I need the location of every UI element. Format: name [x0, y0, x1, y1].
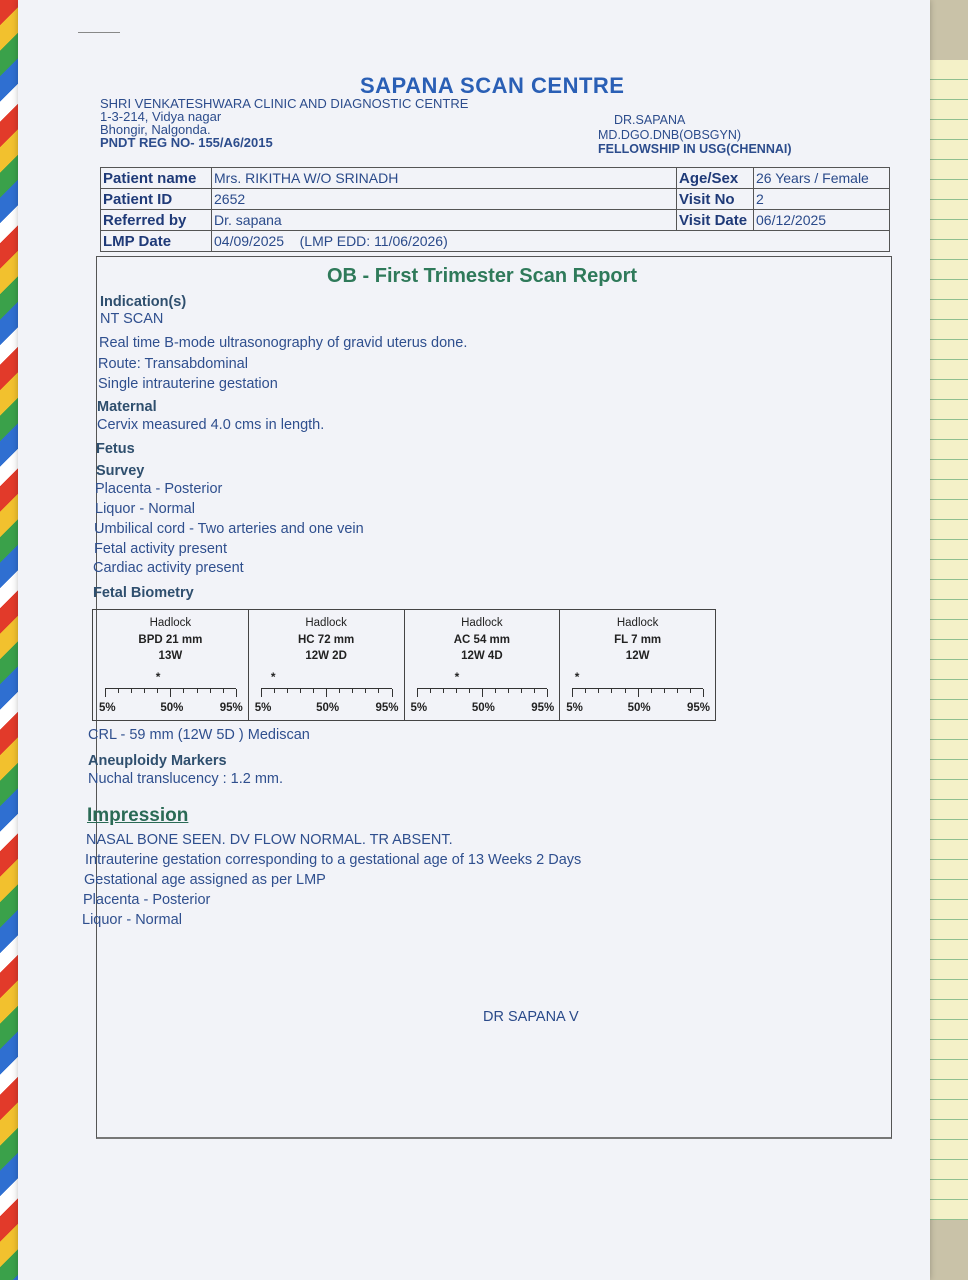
biometry-measure: HC 72 mm	[298, 633, 355, 646]
doctor-name: DR.SAPANA	[614, 113, 686, 127]
scale-tick	[547, 689, 548, 697]
signature: DR SAPANA V	[483, 1009, 579, 1025]
scale-tick	[326, 689, 327, 697]
clinic-address	[100, 97, 468, 149]
biometry-age: 12W	[625, 650, 650, 662]
impression-line: Gestational age assigned as per LMP	[84, 872, 326, 888]
scale-tick	[274, 689, 275, 693]
scale-tick	[638, 689, 639, 697]
scale-tick	[521, 689, 522, 693]
patient-info-table	[100, 167, 890, 252]
table-row	[101, 189, 890, 210]
percentile-scale	[417, 688, 548, 699]
percentile-marker: *	[270, 670, 276, 684]
biometry-method: Hadlock	[149, 617, 192, 629]
scale-tick	[664, 689, 665, 693]
centre-title: SAPANA SCAN CENTRE	[360, 73, 625, 98]
impression-heading: Impression	[87, 805, 189, 826]
clinic-city: Bhongir, Nalgonda.	[100, 122, 211, 137]
report-line: Cervix measured 4.0 cms in length.	[97, 417, 325, 433]
visit-date-label: Visit Date	[677, 210, 754, 231]
paper-mark	[78, 32, 120, 33]
visit-no: 2	[754, 189, 890, 210]
scale-tick	[443, 689, 444, 693]
age-sex-label: Age/Sex	[677, 168, 754, 189]
scale-tick	[197, 689, 198, 693]
report-line: Liquor - Normal	[95, 501, 195, 517]
report-line: NT SCAN	[100, 311, 164, 327]
scale-tick	[456, 689, 457, 693]
pndt-reg: PNDT REG NO- 155/A6/2015	[100, 135, 273, 150]
percentile-label: 50%	[471, 702, 495, 714]
scale-tick	[417, 689, 418, 697]
report-line: Cardiac activity present	[93, 560, 244, 576]
clinic-street: 1-3-214, Vidya nagar	[100, 109, 222, 124]
percentile-marker: *	[454, 670, 460, 684]
biometry-measure: BPD 21 mm	[138, 633, 203, 646]
percentile-label: 95%	[375, 702, 399, 714]
report-line: Real time B-mode ultrasonography of gravid uterus done.	[99, 335, 468, 351]
report-line: Indication(s)	[100, 294, 187, 310]
patient-id-label: Patient ID	[101, 189, 212, 210]
biometry-table	[92, 609, 716, 721]
percentile-label: 95%	[687, 702, 711, 714]
percentile-label: 50%	[627, 702, 651, 714]
table-row	[101, 168, 890, 189]
percentile-label: 95%	[219, 702, 243, 714]
percentile-marker: *	[574, 670, 580, 684]
report-line: Fetus	[96, 441, 135, 457]
table-row	[101, 231, 890, 252]
scale-tick	[144, 689, 145, 693]
biometry-method: Hadlock	[305, 617, 347, 629]
report-line: Placenta - Posterior	[95, 481, 223, 497]
scale-tick	[287, 689, 288, 693]
scale-tick	[482, 689, 483, 697]
scale-tick	[392, 689, 393, 697]
scale-tick	[378, 689, 379, 693]
report-title: OB - First Trimester Scan Report	[327, 265, 638, 287]
scale-tick	[611, 689, 612, 693]
report-line: Survey	[96, 463, 145, 479]
biometry-age: 12W 4D	[461, 650, 503, 662]
scale-tick	[690, 689, 691, 693]
scale-tick	[585, 689, 586, 693]
age-sex: 26 Years / Female	[754, 168, 890, 189]
referred-by-label: Referred by	[101, 210, 212, 231]
report-line: Maternal	[97, 399, 157, 415]
scale-tick	[105, 689, 106, 697]
scale-tick	[157, 689, 158, 693]
scale-tick	[495, 689, 496, 693]
scale-tick	[313, 689, 314, 693]
percentile-scale	[105, 688, 236, 699]
scale-tick	[131, 689, 132, 693]
biometry-method: Hadlock	[616, 617, 659, 629]
scale-tick	[625, 689, 626, 693]
scale-tick	[352, 689, 353, 693]
scale-tick	[469, 689, 470, 693]
scale-tick	[508, 689, 509, 693]
scale-tick	[534, 689, 535, 693]
percentile-label: 50%	[160, 702, 184, 714]
scale-tick	[703, 689, 704, 697]
lmp-label: LMP Date	[101, 231, 212, 252]
visit-date: 06/12/2025	[754, 210, 890, 231]
report-line: CRL - 59 mm (12W 5D ) Mediscan	[88, 727, 310, 743]
scale-tick	[183, 689, 184, 693]
report-line: Single intrauterine gestation	[98, 376, 278, 392]
doctor-fellowship: FELLOWSHIP IN USG(CHENNAI)	[598, 142, 792, 156]
report-line: Fetal Biometry	[93, 585, 194, 601]
report-line: Aneuploidy Markers	[88, 753, 227, 769]
biometry-measure: AC 54 mm	[453, 633, 510, 646]
scale-tick	[210, 689, 211, 693]
scale-tick	[651, 689, 652, 693]
scale-tick	[170, 689, 171, 697]
clinic-name: SHRI VENKATESHWARA CLINIC AND DIAGNOSTIC CENTRE	[100, 96, 469, 111]
report-line: Nuchal translucency : 1.2 mm.	[88, 771, 284, 787]
percentile-label: 50%	[316, 702, 340, 714]
percentile-label: 5%	[254, 702, 272, 714]
impression-line: NASAL BONE SEEN. DV FLOW NORMAL. TR ABSENT.	[86, 832, 453, 848]
percentile-label: 5%	[99, 702, 116, 714]
scale-tick	[300, 689, 301, 693]
scale-tick	[572, 689, 573, 697]
report-page	[18, 0, 930, 1280]
scale-tick	[365, 689, 366, 693]
patient-id: 2652	[212, 189, 677, 210]
biometry-age: 12W 2D	[305, 650, 347, 662]
visit-no-label: Visit No	[677, 189, 754, 210]
impression-line: Intrauterine gestation corresponding to a gestational age of 13 Weeks 2 Days	[85, 852, 582, 868]
lmp-edd: (LMP EDD: 11/06/2026)	[299, 233, 448, 249]
report-box	[82, 256, 892, 1139]
patient-name-label: Patient name	[101, 168, 212, 189]
scale-tick	[118, 689, 119, 693]
patient-name: Mrs. RIKITHA W/O SRINADH	[212, 168, 677, 189]
biometry-cell	[249, 610, 405, 720]
biometry-cell	[93, 610, 249, 720]
impression-line: Placenta - Posterior	[83, 892, 211, 908]
percentile-scale	[261, 688, 392, 699]
scale-tick	[261, 689, 262, 697]
lmp-value: 04/09/2025	[214, 233, 285, 249]
percentile-scale	[572, 688, 703, 699]
report-line: Umbilical cord - Two arteries and one vein	[94, 521, 364, 537]
report-line: Route: Transabdominal	[98, 356, 248, 372]
percentile-marker: *	[155, 670, 161, 684]
impression-line: Liquor - Normal	[82, 912, 182, 928]
scale-tick	[339, 689, 340, 693]
biometry-age: 13W	[158, 650, 183, 662]
doctor-info	[598, 113, 792, 157]
scale-tick	[430, 689, 431, 693]
doctor-degree: MD.DGO.DNB(OBSGYN)	[598, 127, 742, 142]
biometry-cell	[405, 610, 561, 720]
lmp-date	[212, 231, 890, 252]
report-line: Fetal activity present	[94, 541, 227, 557]
scale-tick	[236, 689, 237, 697]
referred-by: Dr. sapana	[212, 210, 677, 231]
scale-tick	[598, 689, 599, 693]
scale-tick	[677, 689, 678, 693]
scale-tick	[223, 689, 224, 693]
percentile-label: 5%	[566, 702, 583, 714]
biometry-cell	[560, 610, 715, 720]
biometry-method: Hadlock	[461, 617, 503, 629]
biometry-measure: FL 7 mm	[614, 633, 662, 646]
table-row	[101, 210, 890, 231]
percentile-label: 95%	[531, 702, 555, 714]
percentile-label: 5%	[410, 702, 428, 714]
